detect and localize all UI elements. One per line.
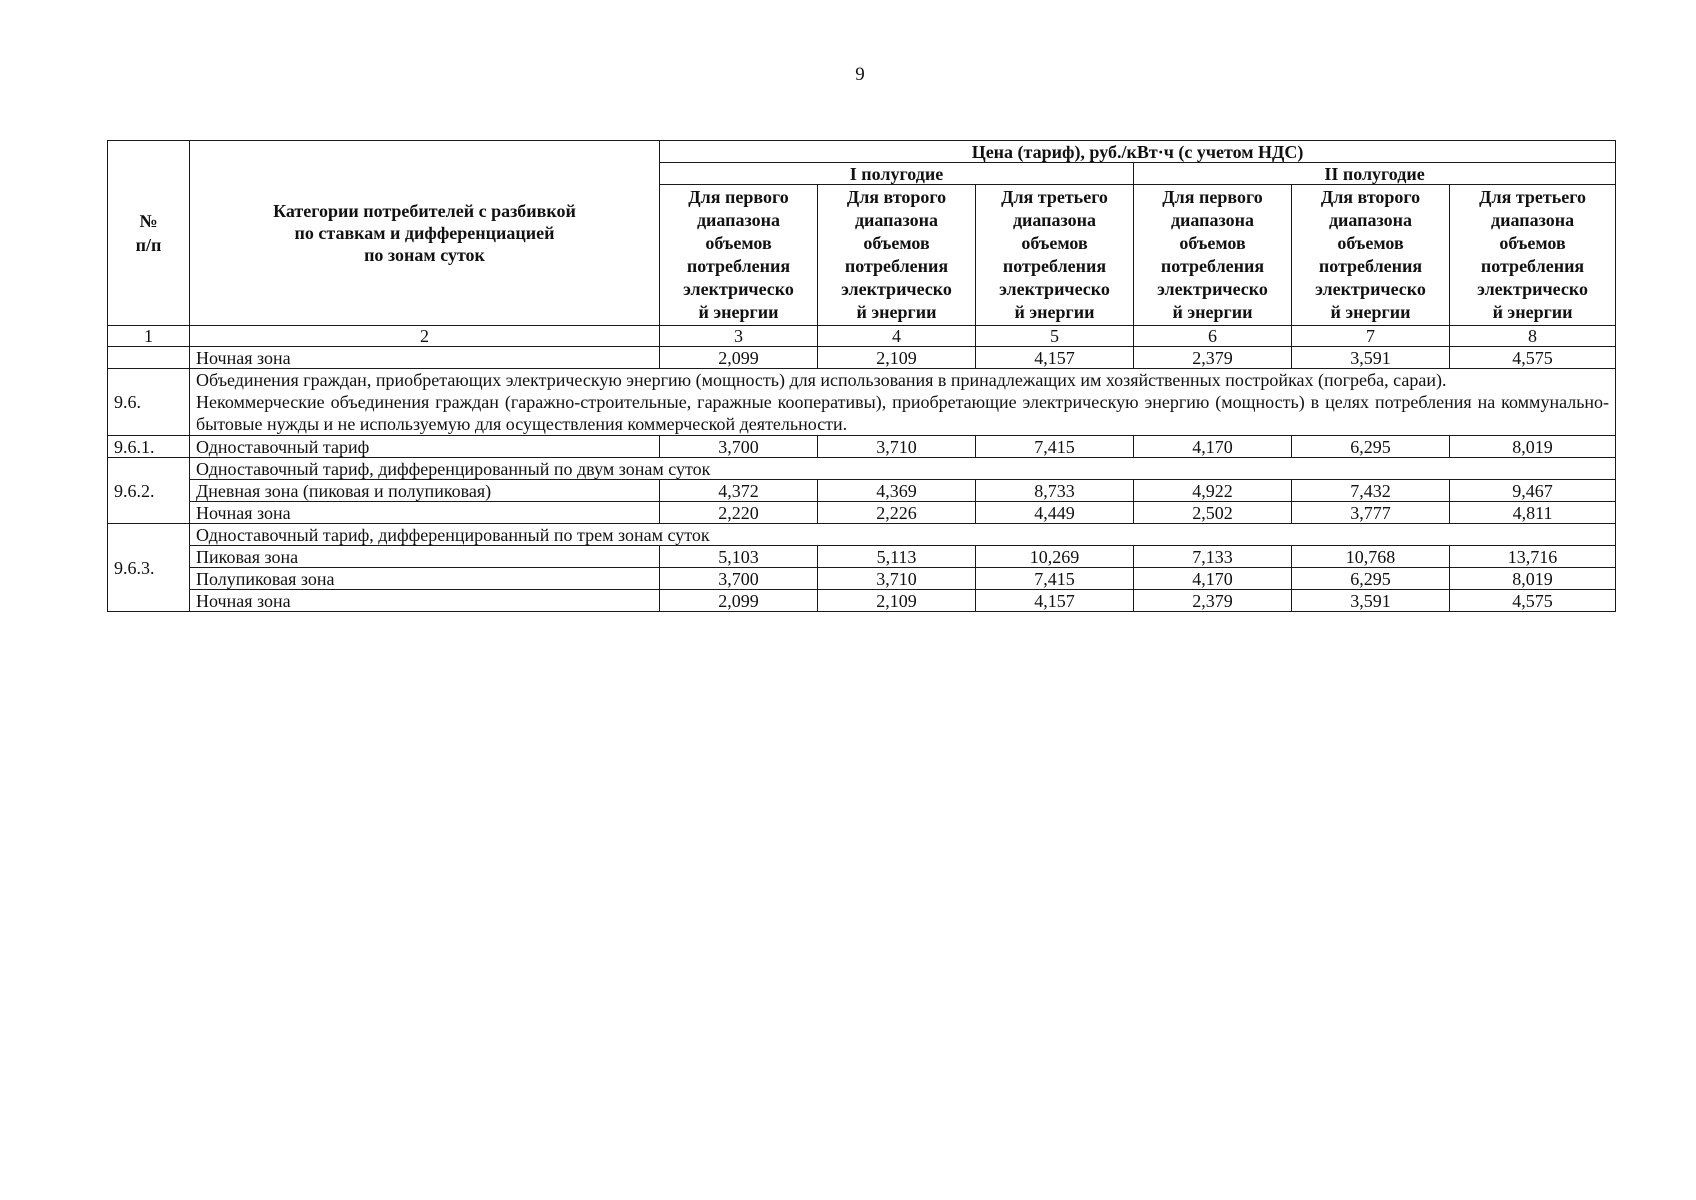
header-range-line: Для первого [1162,187,1263,207]
table-row [108,590,1616,612]
cell-value: 5,113 [818,546,976,568]
header-range-line: диапазона [1490,210,1575,230]
header-range-line: объемов [1337,233,1404,253]
header-range-line: й энергии [1492,302,1573,322]
row-label: Ночная зона [190,502,660,524]
header-range-line: потребления [686,256,791,276]
header-range-2 [818,185,976,326]
cell-value: 4,575 [1450,590,1616,612]
header-range-line: электрическо [1477,279,1588,299]
cell-value: 8,019 [1450,568,1616,590]
header-range-1 [660,185,818,326]
cell-value: 3,710 [818,568,976,590]
header-range-line: диапазона [1012,210,1097,230]
cell-value: 4,157 [976,347,1134,369]
row-num [108,347,190,369]
row-label: Одноставочный тариф, дифференцированный по трем зонам суток [190,524,1616,546]
header-half-2: II полугодие [1134,163,1616,185]
table-row [108,480,1616,502]
cell-value: 2,099 [660,590,818,612]
cell-value: 4,369 [818,480,976,502]
row-num: 9.6. [108,369,190,436]
cell-value: 3,777 [1292,502,1450,524]
header-num [108,141,190,326]
cell-value: 3,591 [1292,590,1450,612]
cell-value: 4,922 [1134,480,1292,502]
table-row [108,568,1616,590]
section-paragraph: Некоммерческие объединения граждан (гаражно-строительные, гаражные кооперативы), приобретающие электрическую энергию (мощность) в целях потребления на коммунально-бытовые нужды и не используемую для осуществления коммерческой деятельности. [196,392,1610,434]
header-range-line: й энергии [1172,302,1253,322]
header-range-line: электрическо [841,279,952,299]
table-row [108,347,1616,369]
cell-value: 3,591 [1292,347,1450,369]
header-range-line: диапазона [1170,210,1255,230]
row-label: Ночная зона [190,590,660,612]
header-range-line: электрическо [1157,279,1268,299]
header-range-line: электрическо [999,279,1110,299]
cell-value: 7,415 [976,568,1134,590]
column-number: 5 [976,326,1134,347]
row-label: Одноставочный тариф [190,436,660,458]
header-range-3 [976,185,1134,326]
cell-value: 13,716 [1450,546,1616,568]
header-range-line: й энергии [856,302,937,322]
cell-value: 2,099 [660,347,818,369]
row-num: 9.6.1. [108,436,190,458]
cell-value: 10,269 [976,546,1134,568]
cell-value: 4,811 [1450,502,1616,524]
header-range-line: й энергии [698,302,779,322]
cell-value: 7,133 [1134,546,1292,568]
column-number: 6 [1134,326,1292,347]
cell-value: 4,449 [976,502,1134,524]
header-category-line: по ставкам и дифференциацией [294,223,555,243]
section-description [190,369,1616,436]
row-label: Пиковая зона [190,546,660,568]
header-range-line: диапазона [696,210,781,230]
column-number-row [108,326,1616,347]
header-half-1: I полугодие [660,163,1134,185]
row-label: Одноставочный тариф, дифференцированный по двум зонам суток [190,458,1616,480]
cell-value: 6,295 [1292,568,1450,590]
cell-value: 4,170 [1134,568,1292,590]
header-range-line: Для первого [688,187,789,207]
header-range-line: потребления [1318,256,1423,276]
cell-value: 2,379 [1134,590,1292,612]
cell-value: 6,295 [1292,436,1450,458]
section-paragraph: Объединения граждан, приобретающих электрическую энергию (мощность) для использования в принадлежащих им хозяйственных постройках (погреба, сараи). [196,370,1447,390]
cell-value: 5,103 [660,546,818,568]
header-range-line: потребления [1160,256,1265,276]
header-num-abbr: п/п [135,235,162,255]
table-row [108,502,1616,524]
header-range-line: объемов [705,233,772,253]
cell-value: 3,700 [660,436,818,458]
cell-value: 2,379 [1134,347,1292,369]
header-category-line: по зонам суток [364,245,485,265]
row-num: 9.6.2. [108,458,190,524]
cell-value: 2,226 [818,502,976,524]
header-range-line: потребления [1002,256,1107,276]
cell-value: 7,432 [1292,480,1450,502]
row-label: Дневная зона (пиковая и полупиковая) [190,480,660,502]
header-range-6 [1450,185,1616,326]
cell-value: 2,502 [1134,502,1292,524]
header-range-line: объемов [863,233,930,253]
column-number: 7 [1292,326,1450,347]
cell-value: 8,019 [1450,436,1616,458]
cell-value: 9,467 [1450,480,1616,502]
row-num: 9.6.3. [108,524,190,612]
header-range-line: й энергии [1014,302,1095,322]
column-number: 2 [190,326,660,347]
header-range-line: объемов [1021,233,1088,253]
header-range-4 [1134,185,1292,326]
header-range-line: объемов [1179,233,1246,253]
cell-value: 4,575 [1450,347,1616,369]
column-number: 1 [108,326,190,347]
table-row [108,436,1616,458]
cell-value: 4,157 [976,590,1134,612]
cell-value: 4,170 [1134,436,1292,458]
header-range-line: электрическо [683,279,794,299]
header-range-line: Для второго [846,187,947,207]
header-range-line: Для третьего [1001,187,1108,207]
column-number: 3 [660,326,818,347]
cell-value: 2,109 [818,347,976,369]
table-row [108,458,1616,480]
tariff-table [107,140,1616,612]
header-range-line: объемов [1499,233,1566,253]
cell-value: 2,109 [818,590,976,612]
cell-value: 10,768 [1292,546,1450,568]
header-range-line: диапазона [854,210,939,230]
row-label: Полупиковая зона [190,568,660,590]
header-range-line: потребления [1480,256,1585,276]
header-range-line: Для второго [1320,187,1421,207]
header-category-line: Категории потребителей с разбивкой [273,201,576,221]
header-range-line: диапазона [1328,210,1413,230]
header-category [190,141,660,326]
cell-value: 8,733 [976,480,1134,502]
header-num-symbol: № [139,211,158,231]
row-label: Ночная зона [190,347,660,369]
header-range-line: й энергии [1330,302,1411,322]
cell-value: 2,220 [660,502,818,524]
header-range-line: электрическо [1315,279,1426,299]
column-number: 8 [1450,326,1616,347]
cell-value: 4,372 [660,480,818,502]
header-range-5 [1292,185,1450,326]
cell-value: 7,415 [976,436,1134,458]
section-row [108,369,1616,436]
column-number: 4 [818,326,976,347]
header-range-line: потребления [844,256,949,276]
header-range-line: Для третьего [1479,187,1586,207]
table-row [108,546,1616,568]
table-row [108,524,1616,546]
page-number: 9 [855,64,865,85]
header-price-title: Цена (тариф), руб./кВт·ч (с учетом НДС) [660,141,1616,163]
cell-value: 3,710 [818,436,976,458]
cell-value: 3,700 [660,568,818,590]
